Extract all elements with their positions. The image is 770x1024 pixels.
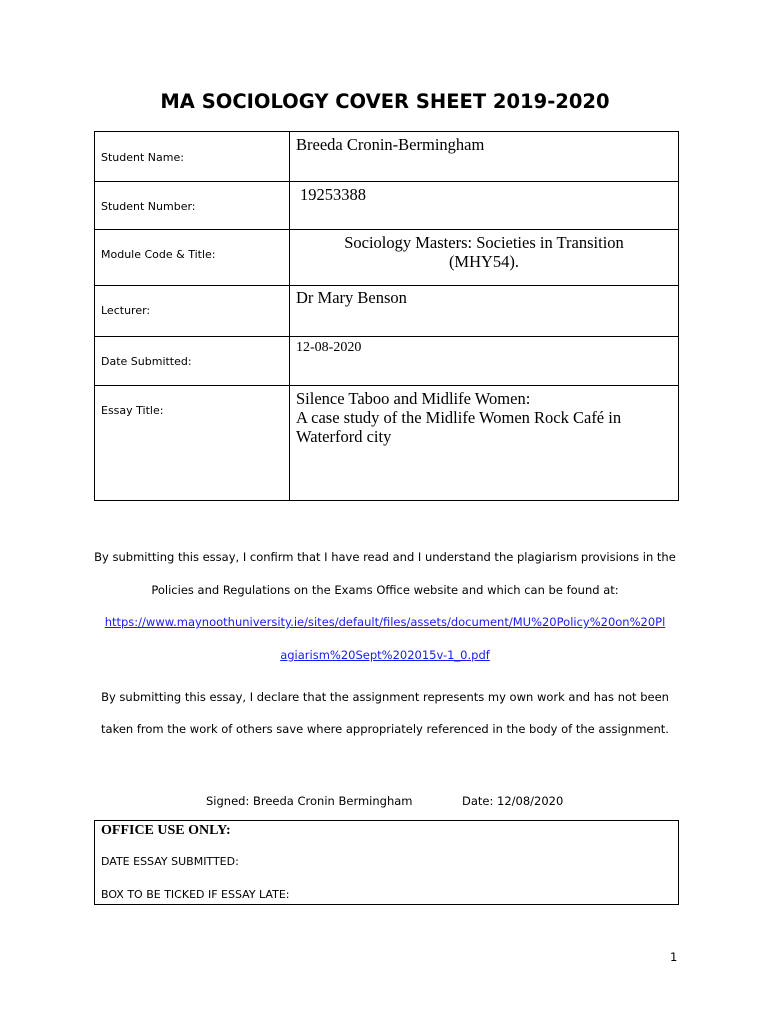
student-name-value: Breeda Cronin-Bermingham [296,135,485,154]
plagiarism-policy-link[interactable]: https://www.maynoothuniversity.ie/sites/default/files/assets/document/MU%20Policy%20on%20Pl [104,615,666,629]
page-number: 1 [670,950,678,964]
lecturer-row [95,286,679,337]
date-essay-submitted-label: DATE ESSAY SUBMITTED: [101,855,239,868]
lecturer-label: Lecturer: [101,304,151,317]
student-number-row [95,182,679,230]
essay-title-line1: Silence Taboo and Midlife Women: [296,389,531,408]
cover-sheet-table [94,131,679,501]
declaration-line-2: Policies and Regulations on the Exams Office website and which can be found at: [151,583,619,597]
declaration-line-4: taken from the work of others save where appropriately referenced in the body of the assignment. [101,722,669,736]
essay-title-line3: Waterford city [296,427,392,446]
late-essay-box-label: BOX TO BE TICKED IF ESSAY LATE: [101,888,290,901]
student-name-row [95,132,679,182]
date-submitted-value: 12-08-2020 [296,340,362,355]
signature: Signed: Breeda Cronin Bermingham [206,794,413,808]
declaration-line-3: By submitting this essay, I declare that the assignment represents my own work and has not been [101,690,669,704]
date-submitted-label: Date Submitted: [101,355,192,368]
signature-date: Date: 12/08/2020 [462,794,564,808]
plagiarism-policy-link-continued[interactable]: agiarism%20Sept%202015v-1_0.pdf [280,648,490,662]
module-row [95,230,679,286]
student-number-label: Student Number: [101,200,196,213]
student-number-value: 19253388 [300,185,366,204]
essay-title-label: Essay Title: [101,404,164,417]
page-title: MA SOCIOLOGY COVER SHEET 2019-2020 [160,90,610,113]
essay-title-line2: A case study of the Midlife Women Rock Café in [296,408,622,427]
date-submitted-row [95,337,679,386]
module-title-line2: (MHY54). [448,252,520,271]
lecturer-value: Dr Mary Benson [296,288,407,307]
student-name-label: Student Name: [101,151,184,164]
office-use-box [94,820,679,905]
office-use-heading: OFFICE USE ONLY: [101,823,231,838]
module-label: Module Code & Title: [101,248,216,261]
declaration-line-1: By submitting this essay, I confirm that I have read and I understand the plagiarism provisions in the [94,550,676,564]
essay-title-row [95,386,679,501]
module-title-line1: Sociology Masters: Societies in Transition [344,233,624,252]
